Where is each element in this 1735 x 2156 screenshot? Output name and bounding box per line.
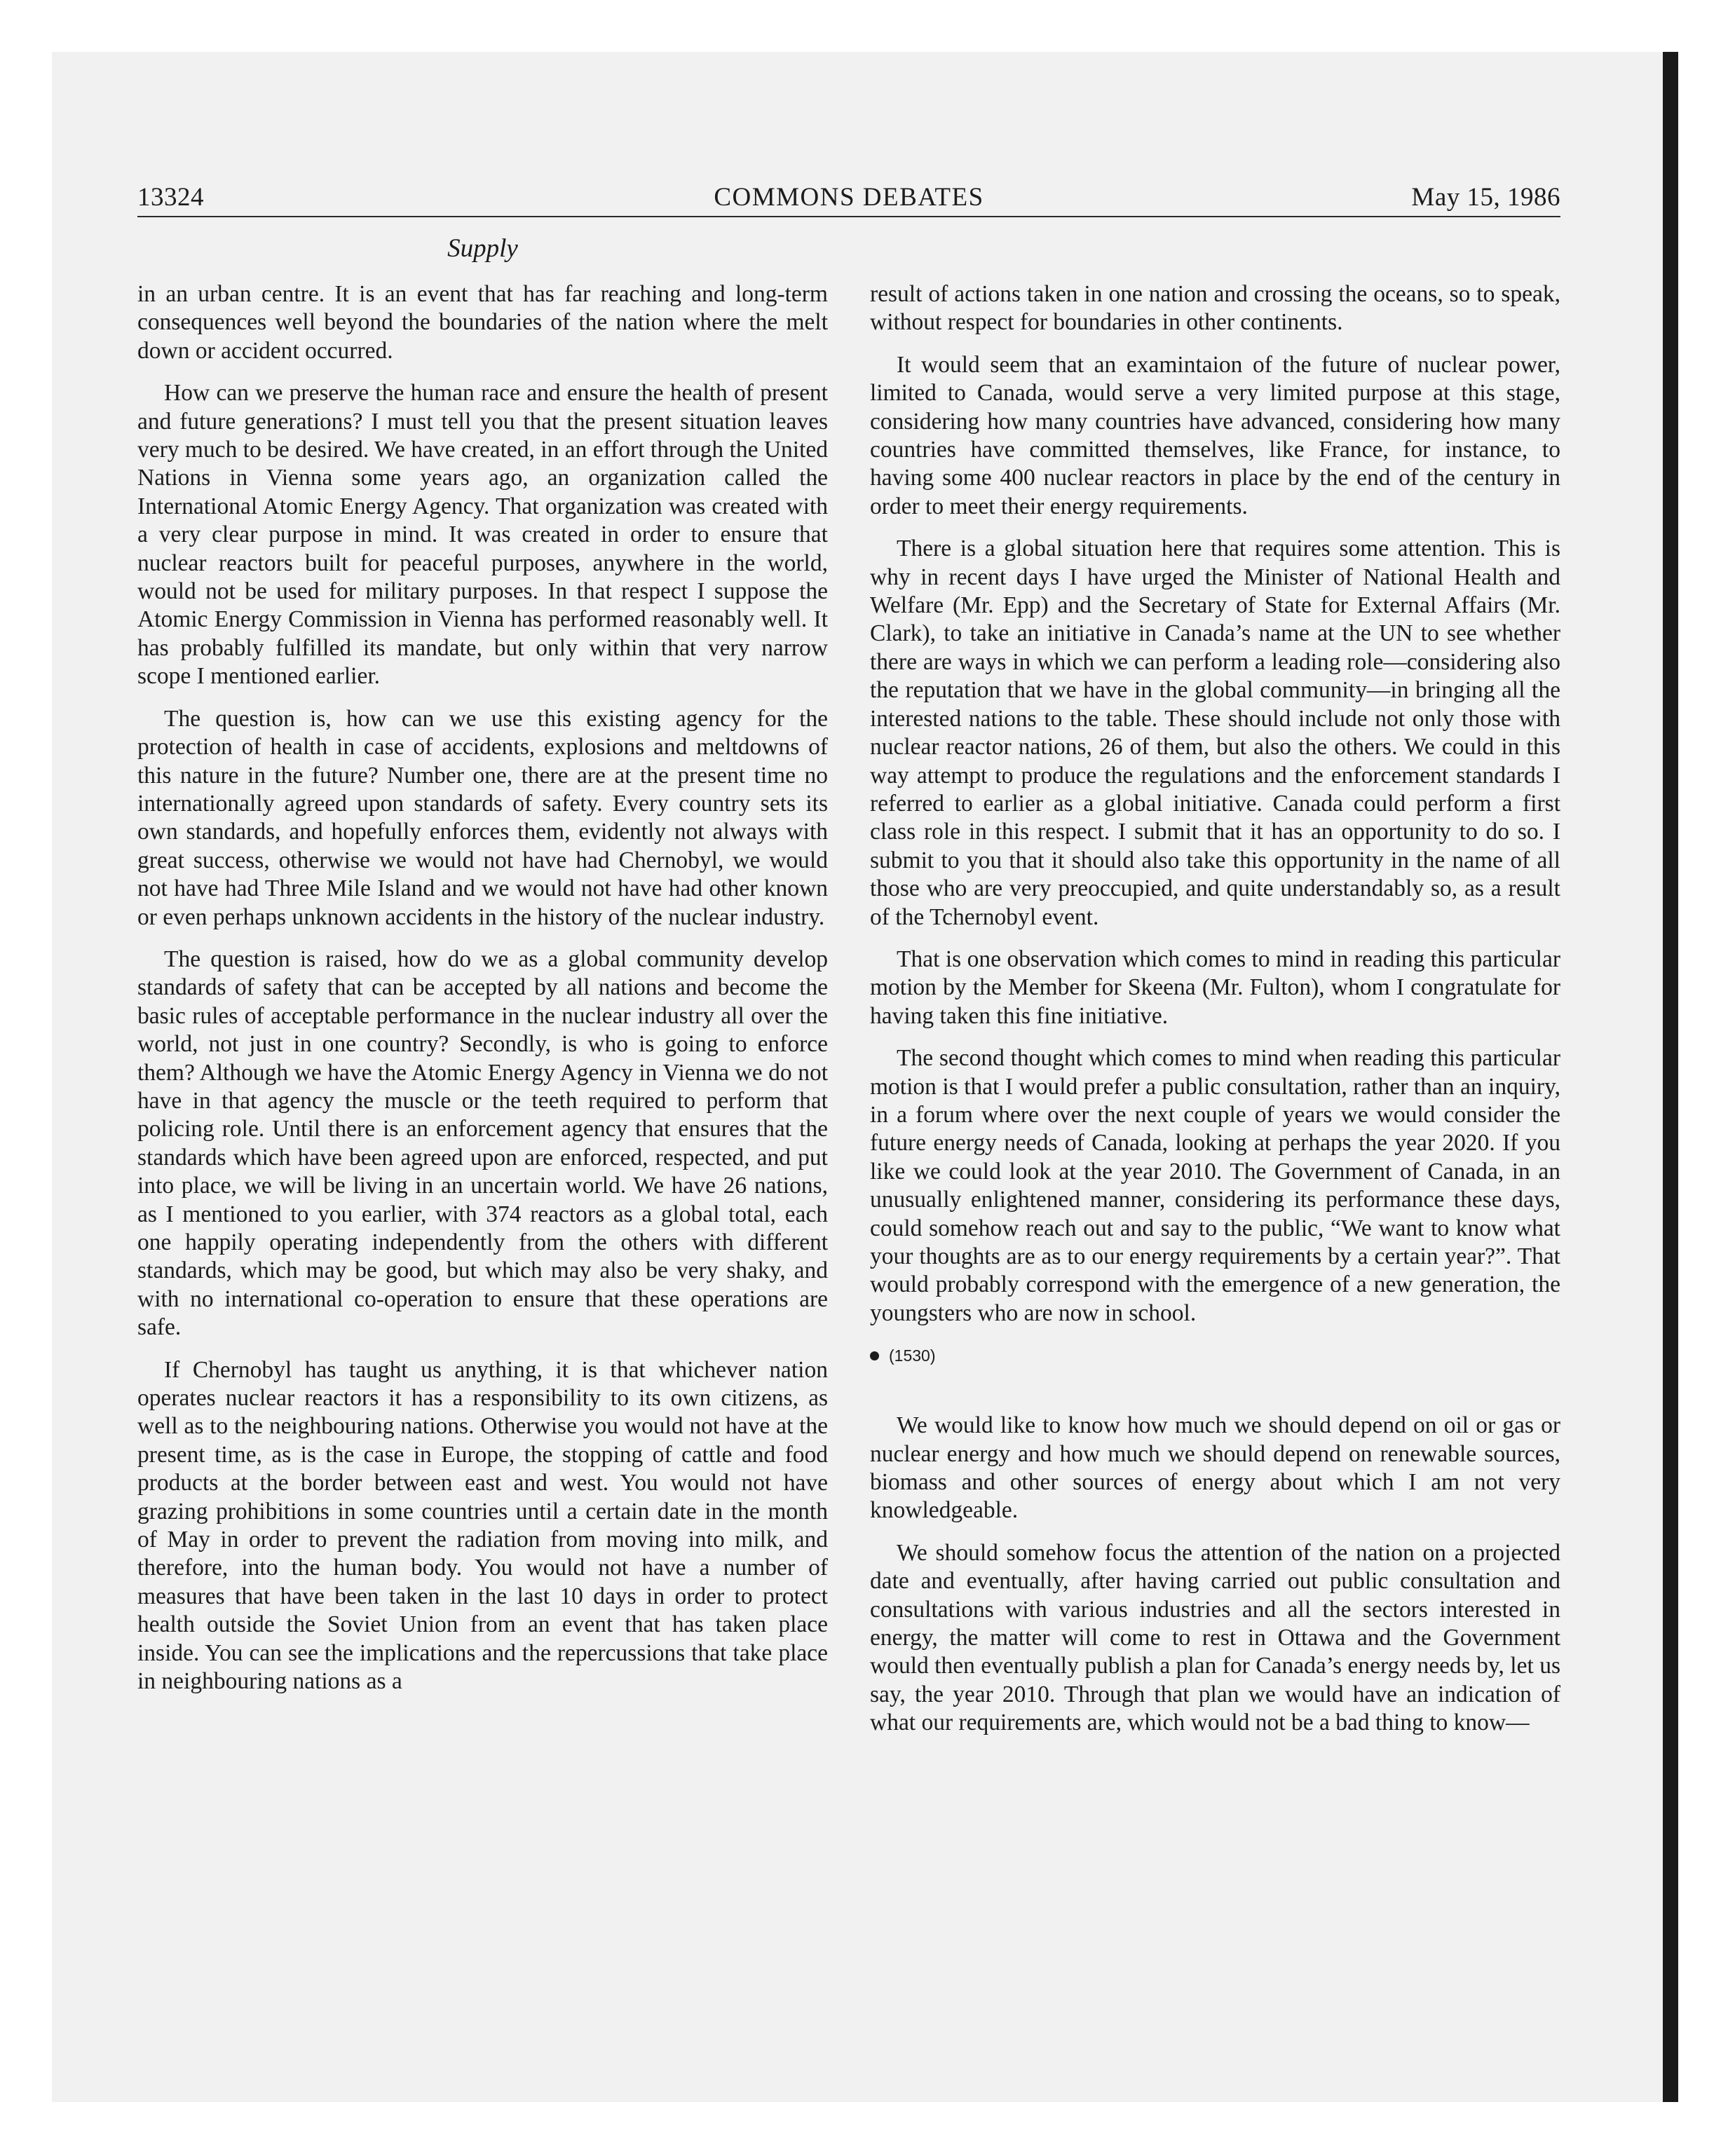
paragraph: in an urban centre. It is an event that has far reaching and long-term consequences well beyond the boundaries of the nation where the melt down or accident occurred.	[137, 281, 828, 364]
time-marker	[870, 1342, 1560, 1370]
time-marker-label: (1530)	[889, 1346, 936, 1365]
publication-title: COMMONS DEBATES	[714, 183, 984, 212]
paragraph: How can we preserve the human race and ensure the health of present and future generations? I must tell you that the present situation leaves very much to be desired. We have created, in an effort through the United Nations in Vienna some years ago, an organization called the International Atomic Energy Agency. That organization was created with a very clear purpose in mind. It was created in order to ensure that nuclear reactors built for peaceful purposes, anywhere in the world, would not be used for military purposes. In that respect I suppose the Atomic Energy Commission in Vienna has performed reasonably well. It has probably fulfilled its mandate, but only within that very narrow scope I mentioned earlier.	[137, 380, 828, 690]
paragraph: There is a global situation here that requires some attention. This is why in recent days I have urged the Minister of National Health and Welfare (Mr. Epp) and the Secretary of State for External Affairs (Mr. Clark), to take an initiative in Canada’s name at the UN to see whether there are ways in which we can perform a leading role—considering also the reputation that we have in the global community—in bringing all the interested nations to the table. These should include not only those with nuclear reactor nations, 26 of them, but also the others. We could in this way attempt to produce the regulations and the enforcement standards I referred to earlier as a global initiative. Canada could perform a first class role in this respect. I submit that it has an opportunity to do so. I submit to you that it should also take this opportunity in the name of all those who are very preoccupied, and quite understandably so, as a result of the Tchernobyl event.	[870, 535, 1560, 930]
paragraph: The question is raised, how do we as a global community develop standards of safety that can be accepted by all nations and become the basic rules of acceptable performance in the nuclear industry all over the world, not just in one country? Secondly, is who is going to enforce them? Although we have the Atomic Energy Agency in Vienna we do not have in that agency the muscle or the teeth required to perform that policing role. Until there is an enforcement agency that ensures that the standards which have been agreed upon are enforced, respected, and put into place, we will be living in an uncertain world. We have 26 nations, as I mentioned to you earlier, with 374 reactors as a global total, each one happily operating independently from the others with different standards, which may be good, but which may also be very shaky, and with no international co-operation to ensure that these operations are safe.	[137, 946, 828, 1341]
paragraph: It would seem that an examintaion of the future of nuclear power, limited to Canada, would serve a very limited purpose at this stage, considering how many countries have advanced, considering how many countries have committed themselves, like France, for instance, to having some 400 nuclear reactors in place by the end of the century in order to meet their energy requirements.	[870, 351, 1560, 519]
paragraph: If Chernobyl has taught us anything, it is that whichever nation operates nuclear reactors it has a responsibility to its own citizens, as well as to the neighbouring nations. Otherwise you would not have at the present time, as is the case in Europe, the stopping of cattle and food products at the border between east and west. You would not have grazing prohibitions in some countries until a certain date in the month of May in order to prevent the radiation from moving into milk, and therefore, into the human body. You would not have a number of measures that have been taken in the last 10 days in order to protect health outside the Soviet Union from an event that has taken place inside. You can see the implications and the repercussions that take place in neighbouring nations as a	[137, 1356, 828, 1695]
page-date: May 15, 1986	[1411, 183, 1560, 212]
paragraph: result of actions taken in one nation and crossing the oceans, so to speak, without respect for boundaries in other continents.	[870, 281, 1560, 336]
left-column	[137, 280, 828, 1710]
paragraph: We should somehow focus the attention of the nation on a projected date and eventually, after having carried out public consultation and consultations with various industries and all the sectors interested in energy, the matter will come to rest in Ottawa and the Government would then eventually publish a plan for Canada’s energy needs by, let us say, the year 2010. Through that plan we would have an indication of what our requirements are, which would not be a bad thing to know—	[870, 1539, 1560, 1736]
section-heading: Supply	[447, 234, 518, 263]
scan-edge-bar	[1663, 52, 1678, 2102]
paragraph: We would like to know how much we should depend on oil or gas or nuclear energy and how much we should depend on renewable sources, biomass and other sources of energy about which I am not very knowledgeable.	[870, 1412, 1560, 1524]
bullet-dot-icon	[870, 1351, 879, 1360]
running-header	[137, 181, 1560, 217]
paragraph: The second thought which comes to mind when reading this particular motion is that I would prefer a public consultation, rather than an inquiry, in a forum where over the next couple of years we would consider the future energy needs of Canada, looking at perhaps the year 2020. If you like we could look at the year 2010. The Government of Canada, in an unusually enlightened manner, considering its performance these days, could somehow reach out and say to the public, “We want to know what your thoughts are as to our energy requirements by a certain year?”. That would probably correspond with the emergence of a new generation, the youngsters who are now in school.	[870, 1045, 1560, 1326]
paragraph: That is one observation which comes to mind in reading this particular motion by the Member for Skeena (Mr. Fulton), whom I congratulate for having taken this fine initiative.	[870, 946, 1560, 1029]
paragraph: The question is, how can we use this existing agency for the protection of health in case of accidents, explosions and meltdowns of this nature in the future? Number one, there are at the present time no internationally agreed upon standards of safety. Every country sets its own standards, and hopefully enforces them, evidently not always with great success, otherwise we would not have had Chernobyl, we would not have had Three Mile Island and we would not have had other known or even perhaps unknown accidents in the history of the nuclear industry.	[137, 705, 828, 930]
right-column	[870, 280, 1560, 1752]
page-number: 13324	[137, 183, 204, 212]
